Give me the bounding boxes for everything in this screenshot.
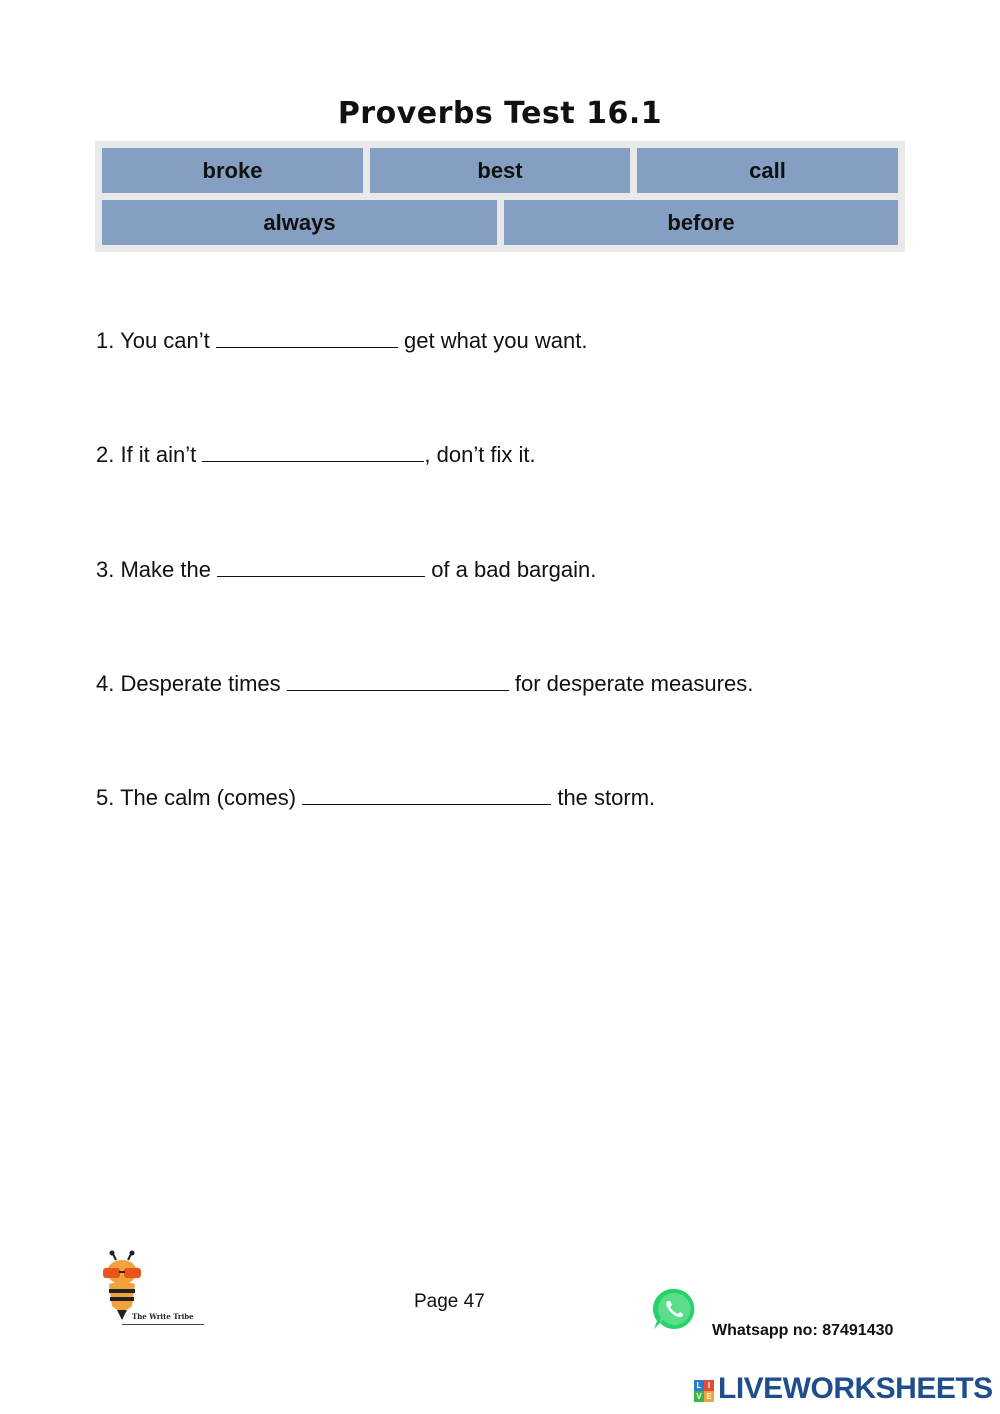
answer-blank[interactable] bbox=[202, 443, 424, 462]
word-bank-item[interactable]: before bbox=[504, 200, 898, 245]
question-text: of a bad bargain. bbox=[425, 557, 597, 582]
question-text: for desperate measures. bbox=[508, 671, 754, 696]
word-bank-item[interactable]: always bbox=[102, 200, 497, 245]
liveworksheets-badge-icon: L I V E bbox=[694, 1380, 714, 1402]
question-5 bbox=[96, 785, 655, 811]
question-text: the storm. bbox=[551, 785, 656, 810]
answer-blank[interactable] bbox=[217, 558, 425, 577]
page-number: Page 47 bbox=[414, 1291, 485, 1312]
word-bank-item[interactable]: best bbox=[370, 148, 630, 193]
logo-underline bbox=[122, 1324, 204, 1325]
logo-caption: The Write Tribe bbox=[132, 1312, 194, 1321]
question-4 bbox=[96, 671, 753, 697]
question-3 bbox=[96, 557, 596, 583]
answer-blank[interactable] bbox=[216, 329, 398, 348]
liveworksheets-brand[interactable]: LIVEWORKSHEETS bbox=[718, 1372, 993, 1405]
question-text: 3. Make the bbox=[96, 557, 218, 582]
question-text: 5. The calm (comes) bbox=[96, 785, 303, 810]
answer-blank[interactable] bbox=[302, 786, 551, 805]
whatsapp-number: Whatsapp no: 87491430 bbox=[712, 1322, 894, 1339]
question-text: 1. You can’t bbox=[96, 328, 216, 353]
whatsapp-icon bbox=[651, 1286, 697, 1332]
question-text: , don’t fix it. bbox=[424, 442, 536, 467]
answer-blank[interactable] bbox=[287, 672, 509, 691]
worksheet-title: Proverbs Test 16.1 bbox=[337, 96, 663, 131]
question-text: 4. Desperate times bbox=[96, 671, 287, 696]
question-1 bbox=[96, 328, 587, 354]
word-bank bbox=[95, 141, 905, 252]
question-2 bbox=[96, 442, 536, 468]
word-bank-item[interactable]: broke bbox=[102, 148, 363, 193]
question-text: 2. If it ain’t bbox=[96, 442, 203, 467]
question-text: get what you want. bbox=[397, 328, 588, 353]
word-bank-item[interactable]: call bbox=[637, 148, 898, 193]
